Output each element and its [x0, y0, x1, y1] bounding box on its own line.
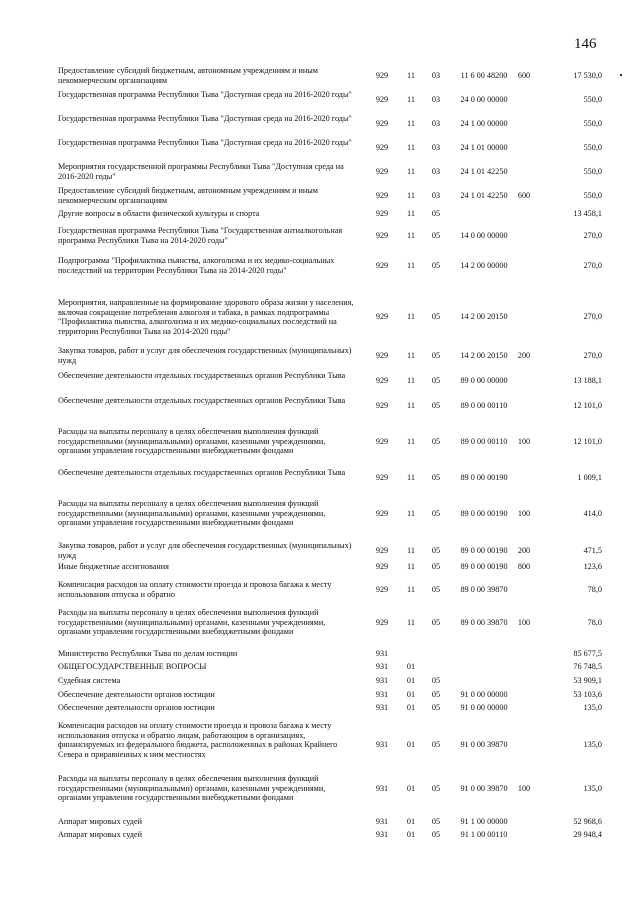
row-section-code: 11: [407, 508, 415, 518]
row-target-article: 89 0 00 00190: [460, 472, 508, 482]
row-amount: 270,0: [583, 312, 602, 322]
row-ministry-code: 929: [375, 584, 389, 594]
row-name: Государственная программа Республики Тыва "Доступная среда на 2016-2020 годы": [58, 114, 352, 123]
row-ministry-code: 929: [375, 400, 389, 410]
row-amount: 135,0: [583, 740, 602, 749]
row-section-code: 11: [407, 118, 415, 128]
row-name: Мероприятия государственной программы Республики Тыва "Доступная среда на 2016-2020 годы": [58, 162, 344, 181]
row-target-article: 14 2 00 20150: [460, 350, 508, 360]
row-target-article: 89 0 00 00000: [460, 375, 508, 385]
row-expense-type: 600: [517, 70, 531, 80]
row-subsection-code: 05: [431, 584, 441, 594]
row-expense-type: 200: [517, 350, 531, 360]
row-section-code: 11: [407, 166, 415, 176]
row-name: Государственная программа Республики Тыва "Доступная среда на 2016-2020 годы": [58, 90, 352, 99]
row-name: Закупка товаров, работ и услуг для обеспечения государственных (муниципальных) нужд: [58, 346, 352, 365]
row-target-article: 24 1 00 00000: [460, 118, 508, 128]
row-amount: 270,0: [583, 350, 602, 360]
row-target-article: 91 1 00 00110: [460, 830, 508, 839]
row-expense-type: 100: [517, 783, 531, 793]
row-target-article: 89 0 00 39870: [460, 617, 508, 627]
row-amount: 550,0: [583, 142, 602, 152]
row-ministry-code: 929: [375, 617, 389, 627]
row-subsection-code: 05: [431, 436, 441, 446]
row-subsection-code: 05: [431, 817, 441, 826]
row-section-code: 11: [407, 312, 415, 322]
row-expense-type: 600: [517, 190, 531, 200]
row-expense-type: 100: [517, 436, 531, 446]
row-amount: 270,0: [583, 230, 602, 240]
row-ministry-code: 931: [375, 676, 389, 685]
row-ministry-code: 929: [375, 260, 389, 270]
row-name: ОБЩЕГОСУДАРСТВЕННЫЕ ВОПРОСЫ: [58, 662, 207, 671]
row-ministry-code: 929: [375, 142, 389, 152]
row-section-code: 11: [407, 190, 415, 200]
row-ministry-code: 931: [375, 662, 389, 671]
row-ministry-code: 931: [375, 703, 389, 712]
row-ministry-code: 929: [375, 70, 389, 80]
row-name: Расходы на выплаты персоналу в целях обеспечения выполнения функций государственными (муниципальными) органами, казенными учреждениями, органами управления государственными внебюджетными фондами: [58, 608, 326, 636]
row-name: Закупка товаров, работ и услуг для обеспечения государственных (муниципальных) нужд: [58, 541, 352, 560]
row-section-code: 11: [407, 375, 415, 385]
row-name: Компенсация расходов на оплату стоимости проезда и провоза багажа к месту использования отпуска и обратно лицам, работающим в организациях, финансируемых из федерального бюджета, расположенных в районах Крайнего Севера и приравненных к ним местностях: [58, 721, 338, 759]
row-name: Мероприятия, направленные на формирование здорового образа жизни у населения, включая сокращение потребления алкоголя и табака, в рамках подпрограммы "Профилактика пьянства, алкоголизма и их медико-социальных последствий на территории Республики Тыва на 2014-2020 годы": [58, 298, 354, 336]
row-subsection-code: 03: [431, 94, 441, 104]
row-section-code: 11: [407, 617, 415, 627]
row-amount: 17 530,0: [573, 70, 602, 80]
row-subsection-code: 03: [431, 190, 441, 200]
row-name: Государственная программа Республики Тыва "Доступная среда на 2016-2020 годы": [58, 138, 352, 147]
row-target-article: 91 1 00 00000: [460, 817, 508, 826]
row-subsection-code: 05: [431, 230, 441, 240]
row-amount: 1 009,1: [577, 472, 602, 482]
row-target-article: 11 6 00 48200: [460, 70, 508, 80]
row-section-code: 11: [407, 436, 415, 446]
row-subsection-code: 05: [431, 260, 441, 270]
row-target-article: 24 1 01 42250: [460, 190, 508, 200]
row-section-code: 11: [407, 209, 415, 218]
row-subsection-code: 05: [431, 508, 441, 518]
row-target-article: 91 0 00 00000: [460, 690, 508, 699]
row-amount: 123,6: [583, 562, 602, 571]
row-section-code: 11: [407, 230, 415, 240]
row-amount: 53 909,1: [573, 676, 602, 685]
row-ministry-code: 929: [375, 350, 389, 360]
row-amount: 471,5: [583, 545, 602, 555]
row-section-code: 01: [406, 690, 416, 699]
row-ministry-code: 929: [375, 545, 389, 555]
row-target-article: 89 0 00 39870: [460, 584, 508, 594]
row-section-code: 01: [406, 817, 416, 826]
row-name: Подпрограмма "Профилактика пьянства, алкоголизма и их медико-социальных последствий на территории Республики Тыва на 2014-2020 годы": [58, 256, 335, 275]
row-subsection-code: 05: [431, 676, 441, 685]
row-section-code: 11: [407, 584, 415, 594]
row-target-article: 89 0 00 00190: [460, 562, 508, 571]
row-target-article: 89 0 00 00110: [460, 436, 508, 446]
row-amount: 78,0: [587, 617, 602, 627]
scan-speck: [620, 74, 622, 76]
row-ministry-code: 929: [375, 436, 389, 446]
row-subsection-code: 05: [431, 472, 441, 482]
row-subsection-code: 05: [431, 545, 441, 555]
row-ministry-code: 929: [375, 312, 389, 322]
row-section-code: 01: [406, 783, 416, 793]
row-subsection-code: 05: [431, 400, 441, 410]
row-subsection-code: 05: [431, 562, 441, 571]
row-section-code: 11: [407, 350, 415, 360]
row-target-article: 89 0 00 00110: [460, 400, 508, 410]
row-amount: 52 968,6: [573, 817, 602, 826]
row-section-code: 11: [407, 142, 415, 152]
row-section-code: 11: [407, 70, 415, 80]
row-subsection-code: 05: [431, 703, 441, 712]
row-name: Обеспечение деятельности отдельных государственных органов Республики Тыва: [58, 371, 346, 380]
row-amount: 414,0: [583, 508, 602, 518]
row-name: Аппарат мировых судей: [58, 817, 142, 826]
row-amount: 13 188,1: [573, 375, 602, 385]
row-section-code: 01: [406, 740, 416, 749]
row-section-code: 11: [407, 260, 415, 270]
row-name: Предоставление субсидий бюджетным, автономным учреждениям и иным некоммерческим организациям: [58, 66, 318, 85]
row-expense-type: 100: [517, 508, 531, 518]
row-name: Обеспечение деятельности отдельных государственных органов Республики Тыва: [58, 396, 346, 405]
row-ministry-code: 931: [375, 649, 389, 658]
row-section-code: 11: [407, 400, 415, 410]
row-expense-type: 800: [517, 562, 531, 571]
row-section-code: 01: [406, 830, 416, 839]
row-ministry-code: 931: [375, 690, 389, 699]
row-expense-type: 100: [517, 617, 531, 627]
row-section-code: 11: [407, 562, 415, 571]
row-section-code: 01: [406, 703, 416, 712]
row-ministry-code: 929: [375, 230, 389, 240]
row-target-article: 14 2 00 00000: [460, 260, 508, 270]
row-subsection-code: 05: [431, 350, 441, 360]
page-number: 146: [574, 36, 597, 52]
row-section-code: 11: [407, 94, 415, 104]
row-target-article: 24 1 01 42250: [460, 166, 508, 176]
row-amount: 550,0: [583, 94, 602, 104]
row-ministry-code: 929: [375, 562, 389, 571]
row-ministry-code: 929: [375, 94, 389, 104]
row-ministry-code: 929: [375, 472, 389, 482]
row-target-article: 14 2 00 20150: [460, 312, 508, 322]
row-name: Обеспечение деятельности органов юстиции: [58, 690, 215, 699]
row-section-code: 01: [406, 662, 416, 671]
row-name: Государственная программа Республики Тыва "Государственная антиалкогольная программа Республики Тыва на 2014-2020 годы": [58, 226, 343, 245]
row-subsection-code: 03: [431, 166, 441, 176]
row-section-code: 11: [407, 472, 415, 482]
row-name: Расходы на выплаты персоналу в целях обеспечения выполнения функций государственными (муниципальными) органами, казенными учреждениями, органами управления государственными внебюджетными фондами: [58, 499, 326, 527]
row-subsection-code: 05: [431, 617, 441, 627]
row-ministry-code: 931: [375, 830, 389, 839]
row-section-code: 11: [407, 545, 415, 555]
row-name: Обеспечение деятельности отдельных государственных органов Республики Тыва: [58, 468, 346, 477]
row-ministry-code: 929: [375, 209, 389, 218]
row-amount: 13 458,1: [573, 209, 602, 218]
row-amount: 76 748,5: [573, 662, 602, 671]
row-subsection-code: 03: [431, 70, 441, 80]
row-amount: 135,0: [583, 783, 602, 793]
row-name: Расходы на выплаты персоналу в целях обеспечения выполнения функций государственными (муниципальными) органами, казенными учреждениями, органами управления государственными внебюджетными фондами: [58, 774, 326, 802]
row-subsection-code: 05: [431, 375, 441, 385]
row-amount: 135,0: [583, 703, 602, 712]
row-amount: 85 677,5: [573, 649, 602, 658]
row-ministry-code: 929: [375, 118, 389, 128]
row-subsection-code: 05: [431, 830, 441, 839]
row-name: Расходы на выплаты персоналу в целях обеспечения выполнения функций государственными (муниципальными) органами, казенными учреждениями, органами управления государственными внебюджетными фондами: [58, 427, 326, 455]
row-target-article: 91 0 00 00000: [460, 703, 508, 712]
row-subsection-code: 03: [431, 118, 441, 128]
row-target-article: 91 0 00 39870: [460, 783, 508, 793]
row-subsection-code: 05: [431, 783, 441, 793]
row-target-article: 24 1 01 00000: [460, 142, 508, 152]
row-target-article: 14 0 00 00000: [460, 230, 508, 240]
row-amount: 550,0: [583, 190, 602, 200]
row-amount: 53 103,6: [573, 690, 602, 699]
row-name: Аппарат мировых судей: [58, 830, 142, 839]
row-ministry-code: 929: [375, 190, 389, 200]
row-subsection-code: 03: [431, 142, 441, 152]
row-name: Министерство Республики Тыва по делам юстиции: [58, 649, 238, 658]
row-amount: 270,0: [583, 260, 602, 270]
row-expense-type: 200: [517, 545, 531, 555]
row-amount: 550,0: [583, 118, 602, 128]
row-target-article: 91 0 00 39870: [460, 740, 508, 749]
row-amount: 29 948,4: [573, 830, 602, 839]
row-subsection-code: 05: [431, 740, 441, 749]
row-name: Компенсация расходов на оплату стоимости проезда и провоза багажа к месту использования отпуска и обратно: [58, 580, 332, 599]
row-target-article: 89 0 00 00190: [460, 545, 508, 555]
row-ministry-code: 929: [375, 508, 389, 518]
row-name: Иные бюджетные ассигнования: [58, 562, 169, 571]
row-ministry-code: 929: [375, 375, 389, 385]
row-ministry-code: 931: [375, 783, 389, 793]
row-amount: 78,0: [587, 584, 602, 594]
row-amount: 12 101,0: [573, 400, 602, 410]
row-subsection-code: 05: [431, 312, 441, 322]
row-subsection-code: 05: [431, 690, 441, 699]
row-name: Другие вопросы в области физической культуры и спорта: [58, 209, 260, 218]
row-ministry-code: 931: [375, 817, 389, 826]
row-amount: 12 101,0: [573, 436, 602, 446]
row-ministry-code: 931: [375, 740, 389, 749]
row-section-code: 01: [406, 676, 416, 685]
row-amount: 550,0: [583, 166, 602, 176]
row-name: Предоставление субсидий бюджетным, автономным учреждениям и иным некоммерческим организациям: [58, 186, 318, 205]
row-name: Судебная система: [58, 676, 121, 685]
row-ministry-code: 929: [375, 166, 389, 176]
row-target-article: 24 0 00 00000: [460, 94, 508, 104]
row-target-article: 89 0 00 00190: [460, 508, 508, 518]
row-subsection-code: 05: [431, 209, 441, 218]
row-name: Обеспечение деятельности органов юстиции: [58, 703, 215, 712]
